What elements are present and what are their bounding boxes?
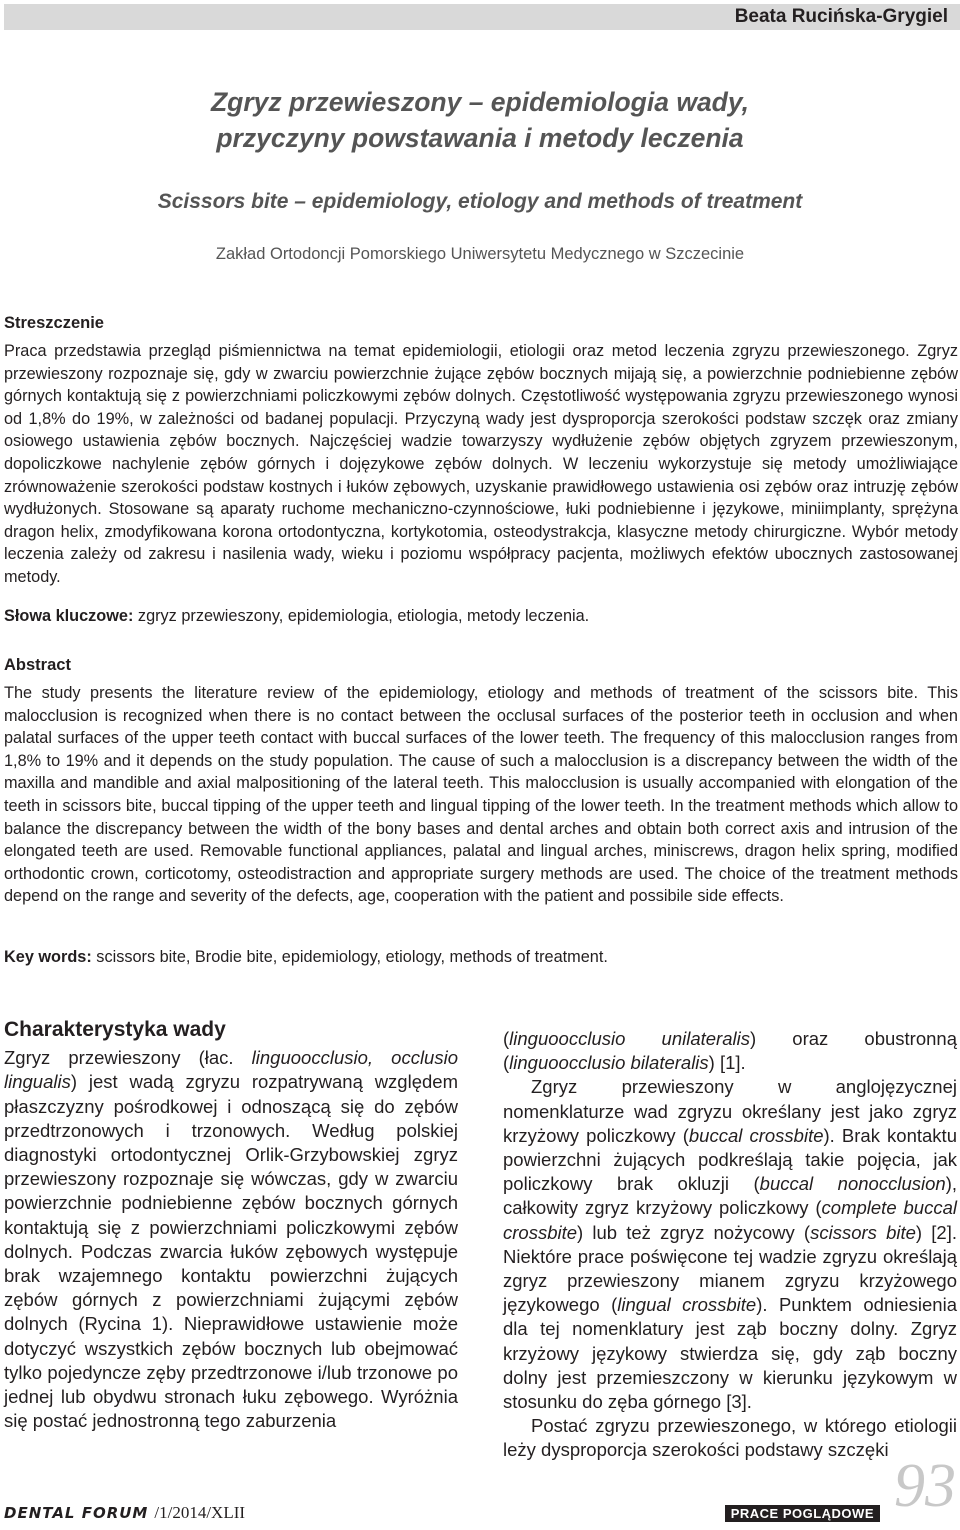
english-keywords xyxy=(4,946,958,968)
streszczenie-heading: Streszczenie xyxy=(4,314,104,332)
author-name: Beata Rucińska-Grygiel xyxy=(734,6,948,27)
english-keywords-label: Key words: xyxy=(4,948,92,966)
article-title xyxy=(0,84,960,156)
article-title-line-2: przyczyny powstawania i metody leczenia xyxy=(216,123,744,153)
page-number: 93 xyxy=(894,1452,956,1520)
left-paragraph-1: Zgryz przewieszony (łac. linguoocclusio, occlusio lingualis) jest wadą zgryzu rozpatrywaną względem płaszczyzny pośrodkowej i odnoszącą się do zębów przedtrzonowych i trzonowych. Według polskiej diagnostyki ortodontycznej Orlik-Grzybowskiej zgryz przewieszony rozpoznaje się wówczas, gdy w zwarciu powierzchnie podniebienne zębów bocznych górnych kontaktują się z powierzchniami policzkowymi zębów dolnych. Podczas zwarcia łuków zębowych występuje brak wzajemnego kontaktu powierzchni żujących zębów górnych z powierzchniami żującymi zębów dolnych (Rycina 1). Nieprawidłowe ustawienie może dotyczyć wszystkich zębów bocznych lub obejmować tylko pojedyncze zęby przedtrzonowe i/lub trzonowe po jednej lub obydwu stronach łuku zębowego. Wyróżnia się postać jednostronną tego zaburzenia xyxy=(4,1047,458,1432)
abstract-heading: Abstract xyxy=(4,656,71,674)
section-label: PRACE POGLĄDOWE xyxy=(725,1505,880,1522)
right-paragraph-1: (linguoocclusio unilateralis) oraz obustronną (linguoocclusio bilateralis) [1]. xyxy=(503,1028,957,1074)
body-column-right xyxy=(503,1027,957,1463)
polish-keywords-label: Słowa kluczowe: xyxy=(4,607,134,625)
section-heading: Charakterystyka wady xyxy=(4,1018,226,1041)
author-bar xyxy=(4,4,960,30)
article-title-line-1: Zgryz przewieszony – epidemiologia wady, xyxy=(211,87,749,117)
journal-issue: /1/2014/XLII xyxy=(154,1503,246,1522)
affiliation: Zakład Ortodoncji Pomorskiego Uniwersytetu Medycznego w Szczecinie xyxy=(215,245,745,263)
streszczenie-text: Praca przedstawia przegląd piśmiennictwa na temat epidemiologii, etiologii oraz metod leczenia zgryzu przewieszonego. Zgryz przewieszony rozpoznaje się, gdy w zwarciu powierzchnie żujące zębów bocznych mijają się, a powierzchnie podniebienne zębów górnych kontaktują się z powierzchniami policzkowymi zębów dolnych. Częstotliwość występowania zgryzu przewieszonego wynosi od 1,8% do 19%, w zależności od badanej populacji. Przyczyną wady jest dysproporcja szerokości podstaw szczęk oraz zmiany osiowego ustawienia zębów bocznych. Najczęściej wadzie towarzyszy wydłużenie zębów objętych zgryzem przewieszonym, dopoliczkowe nachylenie zębów górnych i dojęzykowe zębów dolnych. W leczeniu wykorzystuje się metody umożliwiające zrównoważenie szerokości podstaw kostnych i łuków zębowych, uzyskanie prawidłowego ustawienia osi zębów oraz intruzję zębów wydłużonych. Stosowane są aparaty ruchome mechaniczno-czynnościowe, łuki podniebienne i językowe, miniimplanty, sprężyna dragon helix, zmodyfikowana korona ortodontyczna, kortykotomia, osteodystrakcja, klasyczne metody chirurgiczne. Wybór metody leczenia zależy od zakresu i nasilenia wady, wieku i poziomu współpracy pacjenta, możliwych efektów ubocznych zastosowanej metody. xyxy=(4,342,958,586)
right-paragraph-2: Zgryz przewieszony w anglojęzycznej nomenklaturze wad zgryzu określany jest jako zgryz krzyżowy policzkowy (buccal crossbite). Brak kontaktu powierzchni żujących podkreślają takie pojęcia, jak policzkowy brak okluzji (buccal nonocclusion), całkowity zgryz krzyżowy policzkowy (complete buccal crossbite) lub też zgryz nożycowy (scissors bite) [2]. Niektóre prace poświęcone tej wadzie zgryzu określają zgryz przewieszony mianem zgryzu krzyżowego językowego (lingual crossbite). Punktem odniesienia dla tej nomenklatury jest ząb boczny dolny. Zgryz krzyżowy językowy stwierdza się, gdy ząb boczny dolny jest przemieszczony w kierunku językowym w stosunku do zęba górnego [3]. xyxy=(503,1076,957,1413)
body-column-left xyxy=(4,1018,458,1433)
article-subtitle: Scissors bite – epidemiology, etiology and methods of treatment xyxy=(157,190,803,213)
polish-keywords xyxy=(4,605,958,627)
english-keywords-value: scissors bite, Brodie bite, epidemiology, etiology, methods of treatment. xyxy=(96,948,608,966)
polish-keywords-value: zgryz przewieszony, epidemiologia, etiologia, metody leczenia. xyxy=(137,607,590,625)
journal-footer xyxy=(4,1503,245,1523)
right-paragraph-3: Postać zgryzu przewieszonego, w którego etiologii leży dysproporcja szerokości podstawy szczęki xyxy=(503,1415,957,1461)
abstract-text: The study presents the literature review of the epidemiology, etiology and methods of treatment of the scissors bite. This malocclusion is recognized when there is no contact between the occlusal surfaces of the posterior teeth in occlusion and when palatal surfaces of the upper teeth contact with buccal surfaces of the lower teeth. The frequency of this malocclusion ranges from 1,8% to 19% and it depends on the study population. The cause of such a malocclusion is a discrepancy between the width of the maxilla and mandible and axial malpositioning of the lateral teeth. This malocclusion is usually accompanied with elongation of the teeth in scissors bite, buccal tipping of the upper teeth and lingual tipping of the lower teeth. In the treatment methods which allow to balance the discrepancy between the width of the bony bases and dental arches and obtain both correct axis and intrusion of the elongated teeth are used. Removable functional appliances, palatal and lingual arches, miniscrews, dragon helix spring, modified orthodontic crown, corticotomy, osteodistraction and appropriate surgery methods are used. The choice of the treatment methods depend on the range and severity of the defects, age, cooperation with the patient and possibile side effects. xyxy=(4,684,958,906)
journal-name: DENTAL FORUM xyxy=(4,1504,149,1522)
